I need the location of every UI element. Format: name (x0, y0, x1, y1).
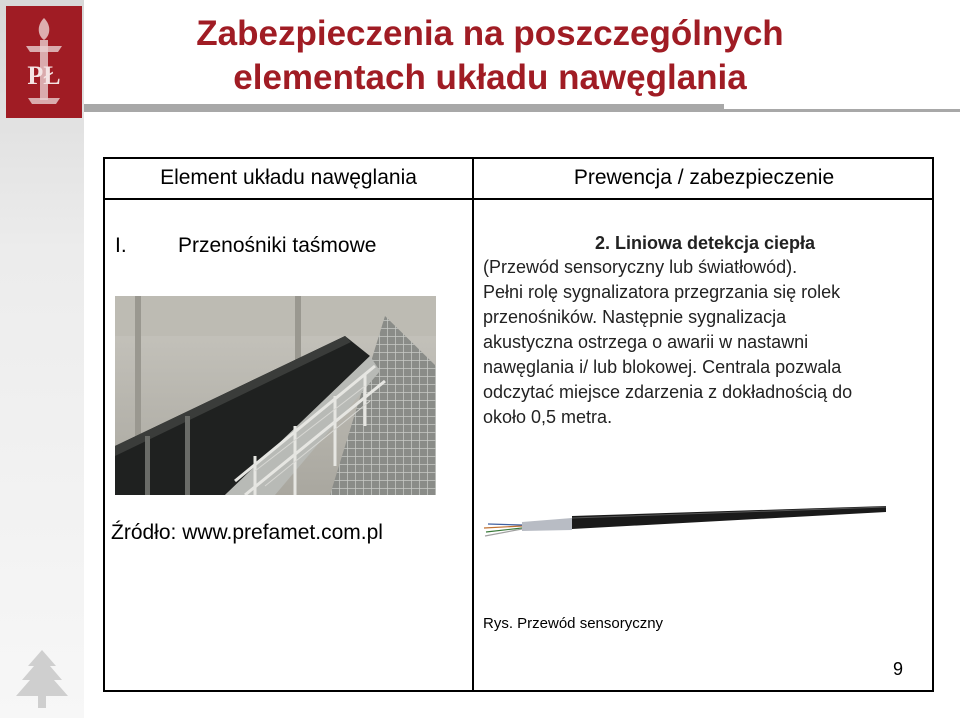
tree-icon (10, 648, 74, 712)
title-line-2: elementach układu nawęglania (233, 58, 747, 97)
image-source: Źródło: www.prefamet.com.pl (111, 521, 383, 544)
figure-caption: Rys. Przewód sensoryczny (483, 615, 664, 632)
description-line: akustyczna ostrzega o awarii w nastawni (483, 332, 809, 352)
sidebar-strip (0, 0, 84, 718)
prevention-heading: 2. Liniowa detekcja ciepła (594, 233, 816, 253)
description-line: około 0,5 metra. (483, 407, 613, 427)
content-table (103, 157, 934, 692)
sensor-cable-photo (482, 504, 886, 544)
row-element-name: Przenośniki taśmowe (178, 234, 377, 257)
column-header-prevention: Prewencja / zabezpieczenie (573, 166, 835, 189)
description-line: (Przewód sensoryczny lub światłowód). (483, 257, 798, 277)
description-line: nawęglania i/ lub blokowej. Centrala pozwala (483, 357, 842, 377)
page-number: 9 (893, 659, 904, 679)
header-divider (105, 198, 932, 200)
row-number: I. (115, 234, 127, 257)
page-title (100, 12, 880, 100)
logo-letters: PŁ (27, 61, 61, 90)
description-line: odczytać miejsce zdarzenia z dokładnością do (483, 382, 853, 402)
prevention-description (483, 255, 923, 430)
title-underline-thin (724, 109, 960, 112)
title-underline (84, 104, 724, 112)
university-logo (6, 6, 82, 118)
column-header-element: Element układu nawęglania (160, 166, 417, 189)
torch-emblem-icon (6, 6, 82, 118)
description-line: przenośników. Następnie sygnalizacja (483, 307, 787, 327)
title-line-1: Zabezpieczenia na poszczególnych (196, 14, 784, 53)
description-line: Pełni rolę sygnalizatora przegrzania się rolek (483, 282, 841, 302)
conveyor-belt-photo (115, 296, 436, 495)
